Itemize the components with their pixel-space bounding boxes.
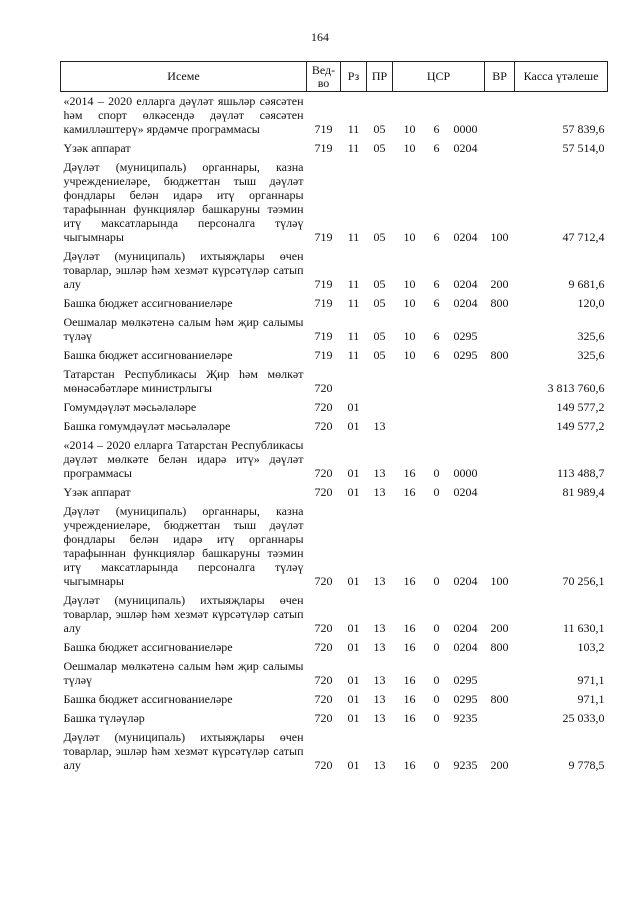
cell-csr-code: 0295 (453, 348, 478, 362)
cell-amount: 113 488,7 (556, 466, 605, 480)
cell-name: Дәүләт (муниципаль) ихтыяҗлары өчен товарлар, эшләр һәм хезмәт күрсәтүләр сатып алу (63, 593, 304, 635)
budget-table (60, 61, 608, 775)
cell-pr: 13 (373, 419, 386, 433)
table-row (61, 294, 608, 313)
cell-pr: 13 (373, 758, 386, 772)
cell-amount: 81 989,4 (562, 485, 605, 499)
cell-csr-subprogram: 6 (433, 122, 440, 136)
cell-csr-program (393, 365, 427, 398)
cell-vr (485, 709, 515, 728)
cell-csr-program: 10 (403, 122, 416, 136)
cell-pr: 05 (373, 329, 386, 343)
cell-csr-program: 10 (403, 230, 416, 244)
table-row (61, 139, 608, 158)
cell-rz: 11 (347, 296, 360, 310)
cell-amount: 47 712,4 (562, 230, 605, 244)
cell-ved: 720 (314, 692, 333, 706)
cell-csr-code: 0295 (453, 329, 478, 343)
cell-amount: 149 577,2 (556, 400, 605, 414)
cell-csr-program: 16 (403, 711, 416, 725)
cell-ved: 719 (314, 122, 333, 136)
cell-pr: 05 (373, 348, 386, 362)
cell-csr-code: 0204 (453, 621, 478, 635)
header-rz: Рз (341, 62, 367, 92)
cell-csr-code: 9235 (453, 758, 478, 772)
cell-name: Оешмалар мөлкәтенә салым һәм җир салымы түләү (63, 315, 304, 343)
cell-pr: 13 (373, 621, 386, 635)
cell-amount: 325,6 (577, 329, 605, 343)
cell-vr (485, 436, 515, 483)
cell-csr-subprogram: 6 (433, 348, 440, 362)
cell-name: Башка бюджет ассигнованиеләре (63, 296, 233, 310)
cell-amount: 11 630,1 (562, 621, 605, 635)
cell-ved: 719 (314, 348, 333, 362)
cell-ved: 720 (314, 466, 333, 480)
cell-csr-subprogram: 6 (433, 141, 440, 155)
cell-csr-program: 16 (403, 673, 416, 687)
cell-vr: 800 (490, 640, 509, 654)
cell-vr (485, 657, 515, 690)
table-row (61, 417, 608, 436)
cell-rz: 01 (347, 711, 360, 725)
cell-csr-program (393, 398, 427, 417)
cell-rz: 11 (347, 122, 360, 136)
cell-csr-program: 10 (403, 296, 416, 310)
cell-rz (341, 365, 367, 398)
cell-name: Дәүләт (муниципаль) органнары, казна учреждениеләре, бюджеттан тыш дәүләт фондлары белән идарә итү органнары тарафыннан функцияләр башкаруны тәэмин итү максатларында персоналга түләү чыгымнары (63, 504, 304, 588)
cell-pr: 05 (373, 230, 386, 244)
cell-csr-program (393, 417, 427, 436)
header-name: Исеме (61, 62, 307, 92)
cell-rz: 01 (347, 758, 360, 772)
cell-pr: 13 (373, 692, 386, 706)
cell-amount: 103,2 (577, 640, 605, 654)
cell-csr-code: 0000 (453, 122, 478, 136)
cell-rz: 01 (347, 673, 360, 687)
cell-amount: 325,6 (577, 348, 605, 362)
table-row (61, 365, 608, 398)
page-number: 164 (311, 30, 329, 44)
cell-csr-program: 10 (403, 141, 416, 155)
cell-csr-program: 16 (403, 692, 416, 706)
cell-ved: 719 (314, 141, 333, 155)
cell-vr (485, 483, 515, 502)
cell-pr: 13 (373, 485, 386, 499)
cell-ved: 719 (314, 329, 333, 343)
cell-rz: 01 (347, 692, 360, 706)
cell-csr-program: 16 (403, 466, 416, 480)
header-vr: ВР (485, 62, 515, 92)
cell-name: Дәүләт (муниципаль) ихтыяҗлары өчен товарлар, эшләр һәм хезмәт күрсәтүләр сатып алу (63, 730, 304, 772)
cell-csr-subprogram: 6 (433, 277, 440, 291)
cell-csr-program: 16 (403, 758, 416, 772)
cell-name: Дәүләт (муниципаль) органнары, казна учреждениеләре, бюджеттан тыш дәүләт фондлары белән идарә итү органнары тарафыннан функцияләр башкаруны тәэмин итү максатларында персоналга түләү чыгымнары (63, 160, 304, 244)
cell-amount: 9 681,6 (568, 277, 605, 291)
cell-pr: 05 (373, 122, 386, 136)
cell-vr (485, 139, 515, 158)
cell-csr-program: 16 (403, 640, 416, 654)
cell-rz: 01 (347, 485, 360, 499)
cell-vr (485, 92, 515, 140)
cell-pr: 13 (373, 673, 386, 687)
cell-vr (485, 365, 515, 398)
cell-rz: 01 (347, 574, 360, 588)
cell-pr: 05 (373, 141, 386, 155)
cell-csr-subprogram: 0 (433, 621, 440, 635)
table-row (61, 346, 608, 365)
table-row (61, 690, 608, 709)
header-amount: Касса үтәлеше (515, 62, 608, 92)
cell-csr-code: 0204 (453, 230, 478, 244)
cell-rz: 11 (347, 277, 360, 291)
cell-name: Үзәк аппарат (63, 485, 131, 499)
table-row (61, 158, 608, 247)
cell-amount: 9 778,5 (568, 758, 605, 772)
cell-pr: 13 (373, 466, 386, 480)
cell-pr: 05 (373, 277, 386, 291)
cell-name: Башка түләүләр (63, 711, 145, 725)
cell-rz: 11 (347, 329, 360, 343)
cell-ved: 720 (314, 758, 333, 772)
cell-vr: 100 (490, 230, 509, 244)
cell-vr: 200 (490, 758, 509, 772)
cell-vr: 800 (490, 296, 509, 310)
cell-amount: 971,1 (577, 692, 605, 706)
cell-csr-program: 10 (403, 329, 416, 343)
table-row (61, 483, 608, 502)
cell-amount: 3 813 760,6 (547, 381, 605, 395)
cell-name: Гомумдәүләт мәсьәләләре (63, 400, 197, 414)
cell-name: «2014 – 2020 елларга Татарстан Республикасы дәүләт мөлкәте белән идарә итү» дәүләт программасы (63, 438, 304, 480)
cell-ved: 720 (314, 574, 333, 588)
table-row (61, 728, 608, 775)
cell-pr: 13 (373, 574, 386, 588)
cell-csr-program: 10 (403, 348, 416, 362)
cell-rz: 01 (347, 419, 360, 433)
cell-ved: 720 (314, 621, 333, 635)
table-row (61, 313, 608, 346)
cell-ved: 720 (314, 711, 333, 725)
cell-csr-subprogram: 0 (433, 466, 440, 480)
cell-vr: 100 (490, 574, 509, 588)
cell-name: Башка бюджет ассигнованиеләре (63, 640, 233, 654)
cell-amount: 57 514,0 (562, 141, 605, 155)
cell-csr-code (447, 398, 485, 417)
table-body (61, 92, 608, 776)
cell-csr-program: 16 (403, 621, 416, 635)
cell-rz: 11 (347, 348, 360, 362)
cell-csr-subprogram (427, 365, 447, 398)
cell-name: Татарстан Республикасы Җир һәм мөлкәт мөнәсәбәтләре министрлыгы (63, 367, 304, 395)
cell-pr: 05 (373, 296, 386, 310)
cell-ved: 720 (314, 400, 333, 414)
cell-csr-code: 0204 (453, 574, 478, 588)
cell-amount: 120,0 (577, 296, 605, 310)
cell-vr: 800 (490, 692, 509, 706)
cell-csr-code: 0204 (453, 485, 478, 499)
cell-pr (367, 398, 393, 417)
cell-csr-subprogram: 0 (433, 640, 440, 654)
cell-amount: 149 577,2 (556, 419, 605, 433)
table-row (61, 92, 608, 140)
cell-vr (485, 313, 515, 346)
cell-vr: 800 (490, 348, 509, 362)
cell-ved: 720 (314, 381, 333, 395)
cell-csr-program: 16 (403, 574, 416, 588)
cell-name: Дәүләт (муниципаль) ихтыяҗлары өчен товарлар, эшләр һәм хезмәт күрсәтүләр сатып алу (63, 249, 304, 291)
header-ved: Вед-во (307, 62, 341, 92)
cell-csr-code: 0000 (453, 466, 478, 480)
cell-csr-subprogram: 0 (433, 485, 440, 499)
cell-ved: 720 (314, 640, 333, 654)
cell-csr-program: 16 (403, 485, 416, 499)
cell-name: Башка гомумдәүләт мәсьәләләре (63, 419, 231, 433)
cell-ved: 720 (314, 485, 333, 499)
table-row (61, 502, 608, 591)
cell-amount: 25 033,0 (562, 711, 605, 725)
cell-csr-code: 0204 (453, 640, 478, 654)
cell-csr-subprogram: 0 (433, 574, 440, 588)
cell-name: Башка бюджет ассигнованиеләре (63, 692, 233, 706)
cell-pr: 13 (373, 640, 386, 654)
cell-vr (485, 417, 515, 436)
table-row (61, 247, 608, 294)
cell-csr-code: 0295 (453, 673, 478, 687)
cell-amount: 57 839,6 (562, 122, 605, 136)
cell-vr: 200 (490, 621, 509, 635)
cell-rz: 01 (347, 466, 360, 480)
cell-csr-code (447, 417, 485, 436)
cell-pr (367, 365, 393, 398)
table-row (61, 591, 608, 638)
cell-vr: 200 (490, 277, 509, 291)
cell-csr-subprogram: 0 (433, 758, 440, 772)
cell-vr (485, 398, 515, 417)
cell-csr-subprogram (427, 398, 447, 417)
table-row (61, 657, 608, 690)
cell-ved: 719 (314, 296, 333, 310)
cell-csr-code: 9235 (453, 711, 478, 725)
cell-csr-subprogram: 0 (433, 711, 440, 725)
cell-ved: 719 (314, 230, 333, 244)
cell-rz: 01 (347, 400, 360, 414)
cell-csr-code: 0295 (453, 692, 478, 706)
table-row (61, 638, 608, 657)
table-row (61, 436, 608, 483)
header-pr: ПР (367, 62, 393, 92)
cell-name: Үзәк аппарат (63, 141, 131, 155)
cell-rz: 01 (347, 640, 360, 654)
table-row (61, 709, 608, 728)
cell-csr-program: 10 (403, 277, 416, 291)
header-csr: ЦСР (393, 62, 485, 92)
cell-ved: 720 (314, 673, 333, 687)
cell-csr-code: 0204 (453, 296, 478, 310)
cell-name: Башка бюджет ассигнованиеләре (63, 348, 233, 362)
table-row (61, 398, 608, 417)
cell-csr-subprogram: 0 (433, 692, 440, 706)
cell-rz: 01 (347, 621, 360, 635)
cell-csr-subprogram (427, 417, 447, 436)
cell-csr-code: 0204 (453, 277, 478, 291)
cell-ved: 719 (314, 277, 333, 291)
cell-csr-code (447, 365, 485, 398)
cell-amount: 70 256,1 (562, 574, 605, 588)
cell-amount: 971,1 (577, 673, 605, 687)
cell-rz: 11 (347, 230, 360, 244)
cell-rz: 11 (347, 141, 360, 155)
cell-csr-subprogram: 6 (433, 296, 440, 310)
cell-name: «2014 – 2020 елларга дәүләт яшьләр сәясәтен һәм спорт өлкәсендә дәүләт сәясәтен камиллəштерү» ярдәмче программасы (63, 94, 304, 136)
cell-name: Оешмалар мөлкәтенә салым һәм җир салымы түләү (63, 659, 304, 687)
cell-csr-subprogram: 6 (433, 329, 440, 343)
cell-csr-subprogram: 0 (433, 673, 440, 687)
cell-csr-code: 0204 (453, 141, 478, 155)
cell-csr-subprogram: 6 (433, 230, 440, 244)
cell-pr: 13 (373, 711, 386, 725)
table-header-row (61, 62, 608, 92)
cell-ved: 720 (314, 419, 333, 433)
